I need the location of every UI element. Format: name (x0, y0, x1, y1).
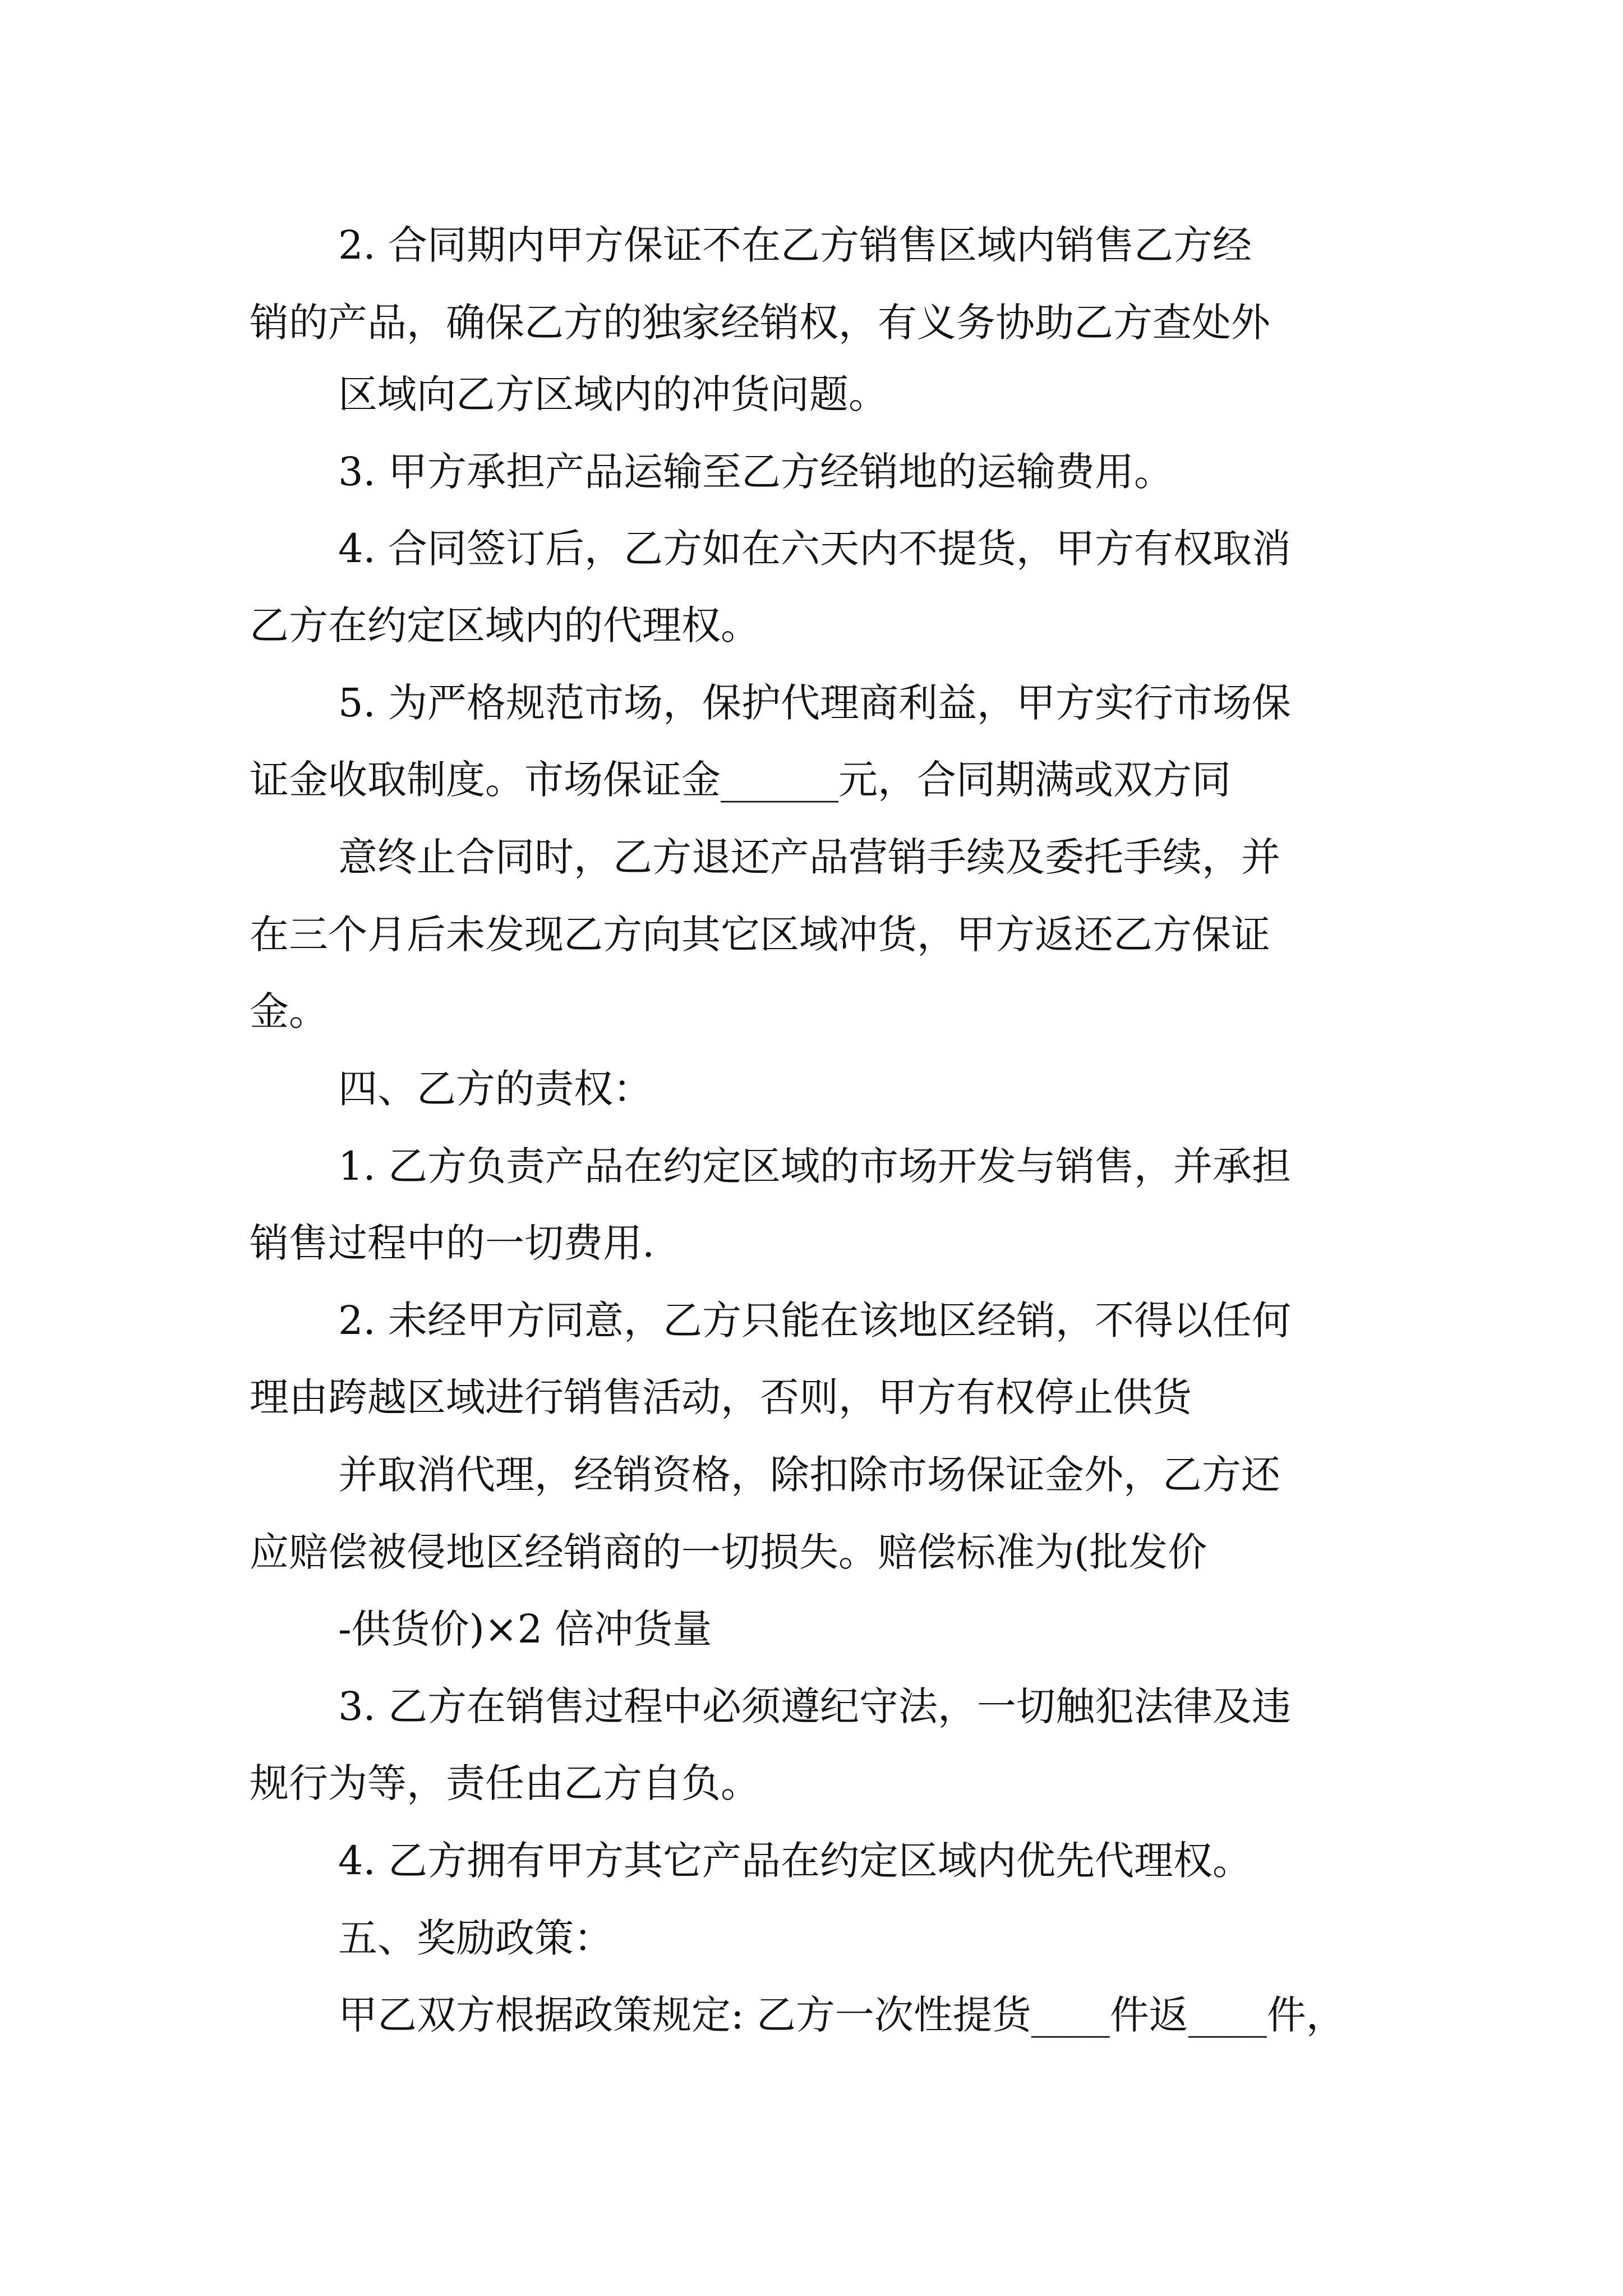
section-heading-5: 五、奖励政策： (338, 1915, 613, 1961)
text-line-3: 区域向乙方区域内的冲货问题。 (338, 371, 888, 417)
text-line-13: 1. 乙方负责产品在约定区域的市场开发与销售，并承担 (338, 1143, 1292, 1189)
text-line-16: 理由跨越区域进行销售活动，否则，甲方有权停止供货 (250, 1374, 1192, 1420)
text-line-14: 销售过程中的一切费用. (250, 1220, 655, 1266)
text-line-4: 3. 甲方承担产品运输至乙方经销地的运输费用。 (338, 449, 1174, 495)
text-line-20: 3. 乙方在销售过程中必须遵纪守法，一切触犯法律及违 (338, 1683, 1292, 1729)
text-line-5: 4. 合同签订后，乙方如在六天内不提货，甲方有权取消 (338, 526, 1292, 572)
text-line-8: 证金收取制度。市场保证金______元，合同期满或双方同 (250, 757, 1231, 803)
text-line-15: 2. 未经甲方同意，乙方只能在该地区经销，不得以任何 (338, 1297, 1292, 1343)
text-line-1: 2. 合同期内甲方保证不在乙方销售区域内销售乙方经 (338, 222, 1252, 268)
text-line-2: 销的产品，确保乙方的独家经销权，有义务协助乙方查处外 (250, 300, 1270, 346)
text-line-22: 4. 乙方拥有甲方其它产品在约定区域内优先代理权。 (338, 1838, 1252, 1884)
text-line-18: 应赔偿被侵地区经销商的一切损失。赔偿标准为(批发价 (250, 1529, 1207, 1575)
text-line-17: 并取消代理，经销资格，除扣除市场保证金外，乙方还 (338, 1452, 1280, 1498)
text-line-6: 乙方在约定区域内的代理权。 (250, 602, 760, 648)
text-line-11: 金。 (250, 988, 328, 1034)
text-line-24: 甲乙双方根据政策规定: 乙方一次性提货____件返____件， (338, 1992, 1345, 2038)
text-line-9: 意终止合同时，乙方退还产品营销手续及委托手续，并 (338, 834, 1280, 880)
text-line-19: -供货价)×2 倍冲货量 (338, 1606, 712, 1652)
text-line-7: 5. 为严格规范市场，保护代理商利益，甲方实行市场保 (338, 680, 1292, 726)
text-line-10: 在三个月后未发现乙方向其它区域冲货，甲方返还乙方保证 (250, 912, 1270, 958)
text-line-21: 规行为等，责任由乙方自负。 (250, 1760, 760, 1806)
section-heading-4: 四、乙方的责权： (338, 1066, 652, 1112)
